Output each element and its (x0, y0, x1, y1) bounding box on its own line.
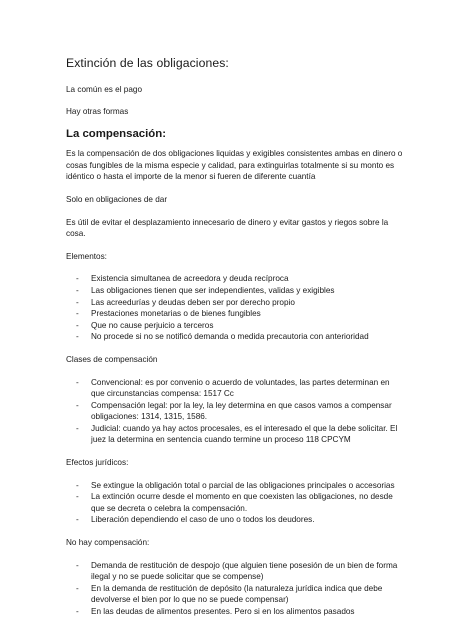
list-item: - Se extingue la obligación total o parcial de las obligaciones principales o accesorias (66, 480, 404, 492)
list-item: - La extinción ocurre desde el momento en que coexisten las obligaciones, no desde que se decreta o celebra la compensación. (66, 491, 404, 514)
utility-paragraph: Es útil de evitar el desplazamiento innecesario de dinero y evitar gastos y riegos sobre la cosa. (66, 217, 389, 239)
classes-list (66, 377, 404, 447)
elements-label: Elementos: (66, 251, 107, 261)
elements-list (66, 273, 404, 343)
list-item: - En la demanda de restitución de depósito (la naturaleza jurídica indica que debe devolverse el bien por lo que no se puede compensar) (66, 583, 404, 606)
classes-label: Clases de compensación (66, 354, 158, 364)
list-item: - Las acreedurías y deudas deben ser por derecho propio (66, 297, 404, 309)
list-item: - Judicial: cuando ya hay actos procesales, es el interesado el que la debe solicitar. El juez la determina en sentencia cuando termine un proceso 118 CPCYM (66, 423, 404, 446)
effects-list (66, 480, 404, 526)
list-item: - Compensación legal: por la ley, la ley determina en que casos vamos a compensar obligaciones: 1314, 1315, 1586. (66, 400, 404, 423)
list-item: - No procede si no se notificó demanda o medida precautoria con anterioridad (66, 331, 404, 343)
section-heading: La compensación: (66, 128, 167, 141)
document-title: Extinción de las obligaciones: (66, 56, 229, 70)
list-item: - Que no cause perjuicio a terceros (66, 320, 404, 332)
only-in-line: Solo en obligaciones de dar (66, 194, 168, 204)
list-item: - Prestaciones monetarias o de bienes fungibles (66, 308, 404, 320)
intro-line-2: Hay otras formas (66, 106, 129, 116)
intro-line-1: La común es el pago (66, 85, 143, 94)
list-item: - Liberación dependiendo el caso de uno o todos los deudores. (66, 514, 404, 526)
no-compensation-label: No hay compensación: (66, 538, 150, 548)
list-item: - En las deudas de alimentos presentes. Pero si en los alimentos pasados (66, 606, 404, 618)
list-item: - Convencional: es por convenio o acuerdo de voluntades, las partes determinan en que circunstancias compensa: 1517 Cc (66, 377, 404, 400)
effects-label: Efectos jurídicos: (66, 458, 129, 468)
no-compensation-list (66, 560, 404, 618)
list-item: - Existencia simultanea de acreedora y deuda recíproca (66, 273, 404, 285)
list-item: - Las obligaciones tienen que ser independientes, validas y exigibles (66, 285, 404, 297)
definition-paragraph: Es la compensación de dos obligaciones liquidas y exigibles consistentes ambas en dinero o cosas fungibles de la misma especie y calidad, para extinguirlas totalmente si su monto es idéntico o hasta el importe de la menor si fueren de diferente cuantía (66, 149, 403, 182)
list-item: - Demanda de restitución de despojo (que alguien tiene posesión de un bien de forma ilegal y no se puede solicitar que se compense) (66, 560, 404, 583)
